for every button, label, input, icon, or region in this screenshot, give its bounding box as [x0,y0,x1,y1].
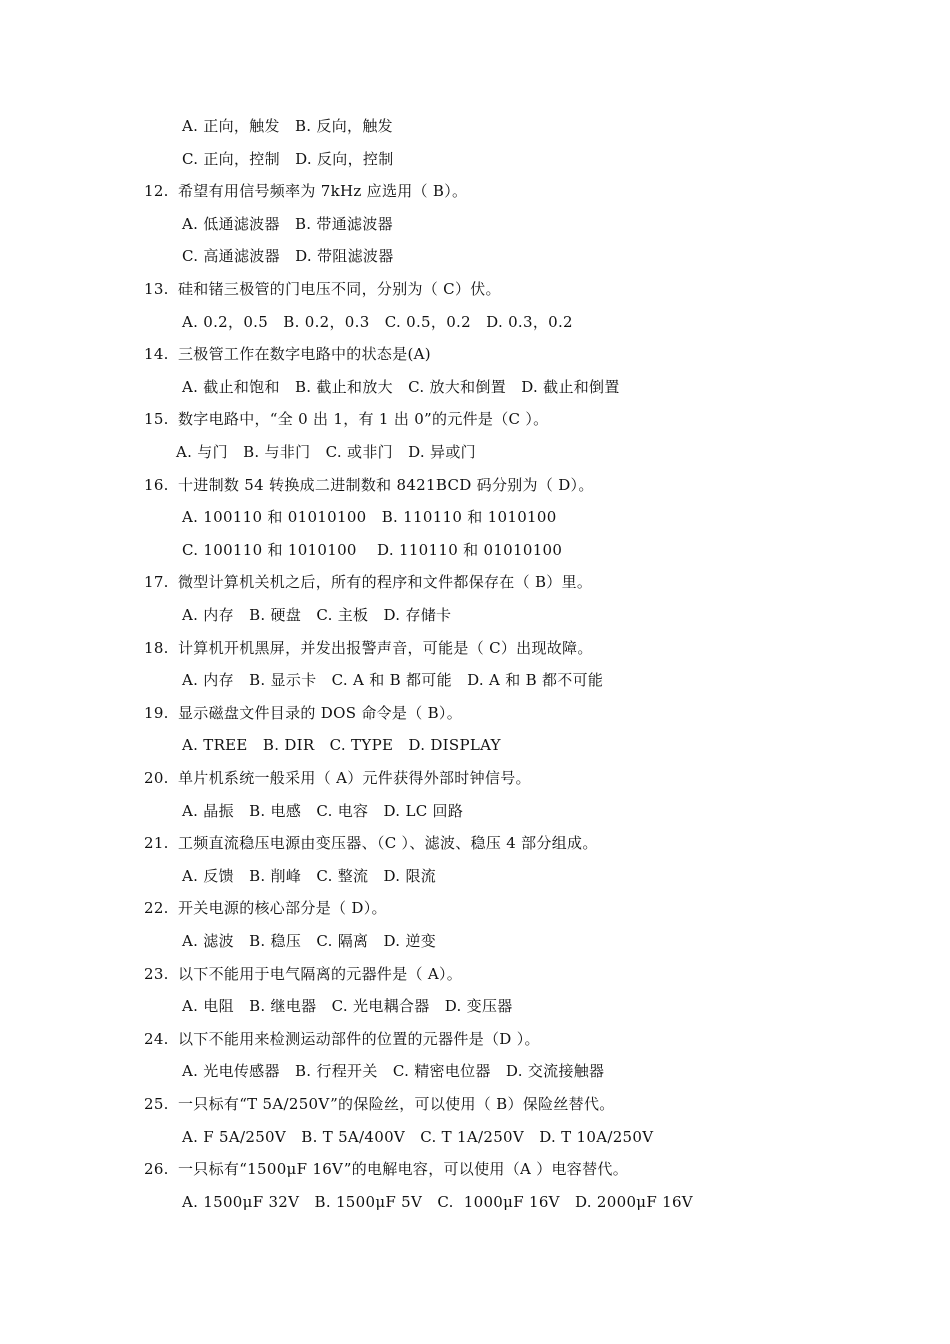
question-text: 以下不能用来检测运动部件的位置的元器件是（D ）。 [178,1029,540,1048]
answer-options: A. 0.2，0.5 B. 0.2，0.3 C. 0.5，0.2 D. 0.3，0.2 [182,312,573,331]
question-line [144,898,387,918]
question-text: 开关电源的核心部分是（ D）。 [178,899,387,918]
question-text: 以下不能用于电气隔离的元器件是（ A）。 [178,964,463,983]
answer-options: A. 1500μF 32V B. 1500μF 5V C. 1000μF 16V D. 2000μF 16V [182,1192,693,1211]
answer-options: A. 晶振 B. 电感 C. 电容 D. LC 回路 [182,801,464,820]
answer-options: A. 滤波 B. 稳压 C. 隔离 D. 逆变 [182,932,437,950]
question-line [144,833,598,853]
question-number: 25. [144,1095,169,1113]
answer-options: C. 100110 和 1010100 D. 110110 和 01010100 [182,540,563,559]
question-number: 23. [144,964,169,983]
answer-options: A. 100110 和 01010100 B. 110110 和 1010100 [182,508,557,527]
question-line [144,964,462,984]
question-line [144,344,431,364]
question-number: 18. [144,638,169,657]
question-text: 希望有用信号频率为 7kHz 应选用（ B）。 [178,182,468,201]
question-number: 24. [144,1029,169,1048]
answer-options: A. TREE B. DIR C. TYPE D. DISPLAY [182,736,501,755]
question-line [144,409,548,429]
question-number: 14. [144,345,169,364]
question-text: 计算机开机黑屏，并发出报警声音，可能是（ C）出现故障。 [178,638,593,657]
question-text: 一只标有“T 5A/250V”的保险丝，可以使用（ B）保险丝替代。 [178,1095,615,1113]
answer-options: A. 内存 B. 显示卡 C. A 和 B 都可能 D. A 和 B 都不可能 [182,671,604,690]
answer-options: A. 光电传感器 B. 行程开关 C. 精密电位器 D. 交流接触器 [182,1062,605,1081]
question-number: 16. [144,475,169,494]
question-text: 显示磁盘文件目录的 DOS 命令是（ B）。 [178,703,463,722]
question-line [144,181,467,201]
question-line [144,1029,540,1049]
question-line [144,475,594,495]
answer-options: A. 与门 B. 与非门 C. 或非门 D. 异或门 [176,443,476,461]
question-line [144,1094,615,1114]
question-number: 19. [144,703,169,722]
answer-options: A. 内存 B. 硬盘 C. 主板 D. 存储卡 [182,606,452,624]
question-number: 20. [144,769,169,787]
answer-options: A. F 5A/250V B. T 5A/400V C. T 1A/250V D. T 10A/250V [182,1127,654,1146]
question-text: 工频直流稳压电源由变压器、（C ）、滤波、稳压 4 部分组成。 [178,834,598,853]
question-text: 十进制数 54 转换成二进制数和 8421BCD 码分别为（ D）。 [178,475,594,494]
question-text: 三极管工作在数字电路中的状态是(A) [178,345,431,364]
answer-options: A. 正向，触发 B. 反向，触发 [182,117,393,135]
question-line [144,703,462,723]
question-number: 26. [144,1160,169,1179]
question-line [144,638,593,658]
question-text: 数字电路中，“全 0 出 1，有 1 出 0”的元件是（C ）。 [178,410,549,429]
answer-options: A. 反馈 B. 削峰 C. 整流 D. 限流 [182,866,437,885]
question-number: 12. [144,182,169,201]
question-text: 硅和锗三极管的门电压不同，分别为（ C）伏。 [178,280,501,298]
question-line [144,1159,628,1179]
answer-options: A. 低通滤波器 B. 带通滤波器 [182,214,393,233]
question-text: 单片机系统一般采用（ A）元件获得外部时钟信号。 [178,769,531,787]
question-text: 一只标有“1500μF 16V”的电解电容，可以使用（A ）电容替代。 [178,1160,629,1179]
question-number: 13. [144,280,169,298]
answer-options: A. 截止和饱和 B. 截止和放大 C. 放大和倒置 D. 截止和倒置 [182,377,620,396]
question-text: 微型计算机关机之后，所有的程序和文件都保存在（ B）里。 [178,573,593,592]
answer-options: C. 正向，控制 D. 反向，控制 [182,149,394,168]
question-number: 22. [144,899,169,918]
answer-options: A. 电阻 B. 继电器 C. 光电耦合器 D. 变压器 [182,997,513,1016]
question-number: 15. [144,410,169,429]
question-line [144,279,501,299]
question-line [144,572,592,592]
question-line [144,768,531,788]
answer-options: C. 高通滤波器 D. 带阻滤波器 [182,247,394,266]
question-number: 17. [144,573,169,592]
question-number: 21. [144,834,169,853]
